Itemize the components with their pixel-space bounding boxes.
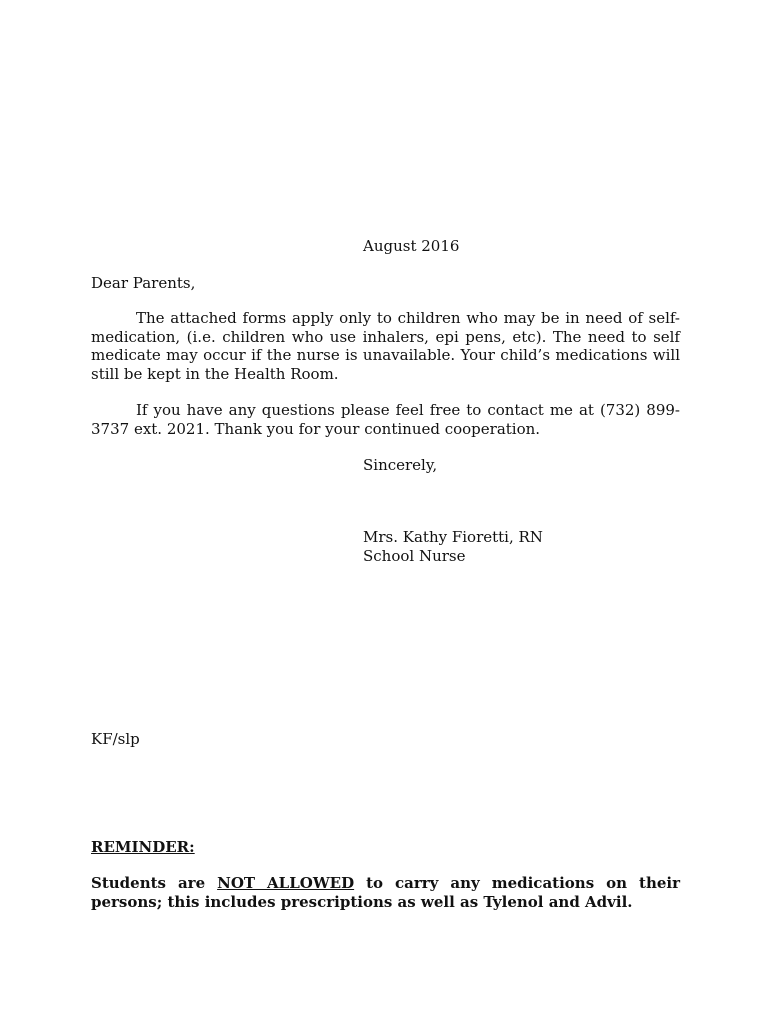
typist-initials: KF/slp [91, 730, 140, 748]
paragraph-forms-info: The attached forms apply only to children who may be in need of self-medication, (i.e. children who use inhalers, epi pens, etc). The need to self medicate may occur if the nurse is unavailable. Your child’s medications will still be kept in the Health Room. [91, 309, 680, 383]
reminder-text [91, 874, 680, 912]
reminder-heading: REMINDER: [91, 838, 195, 856]
letter-date: August 2016 [363, 237, 460, 255]
reminder-text-before: Students are [91, 874, 218, 892]
closing: Sincerely, [363, 456, 438, 474]
paragraph-contact: If you have any questions please feel free to contact me at (732) 899-3737 ext. 2021. Thank you for your continued cooperation. [91, 401, 680, 438]
signature-title: School Nurse [363, 547, 466, 565]
reminder-text-after: to carry any medications on their persons; this includes prescriptions as well as Tylenol and Advil. [91, 874, 680, 911]
salutation: Dear Parents, [91, 274, 196, 292]
reminder-emphasis: NOT ALLOWED [217, 874, 355, 892]
signature-name: Mrs. Kathy Fioretti, RN [363, 528, 543, 546]
